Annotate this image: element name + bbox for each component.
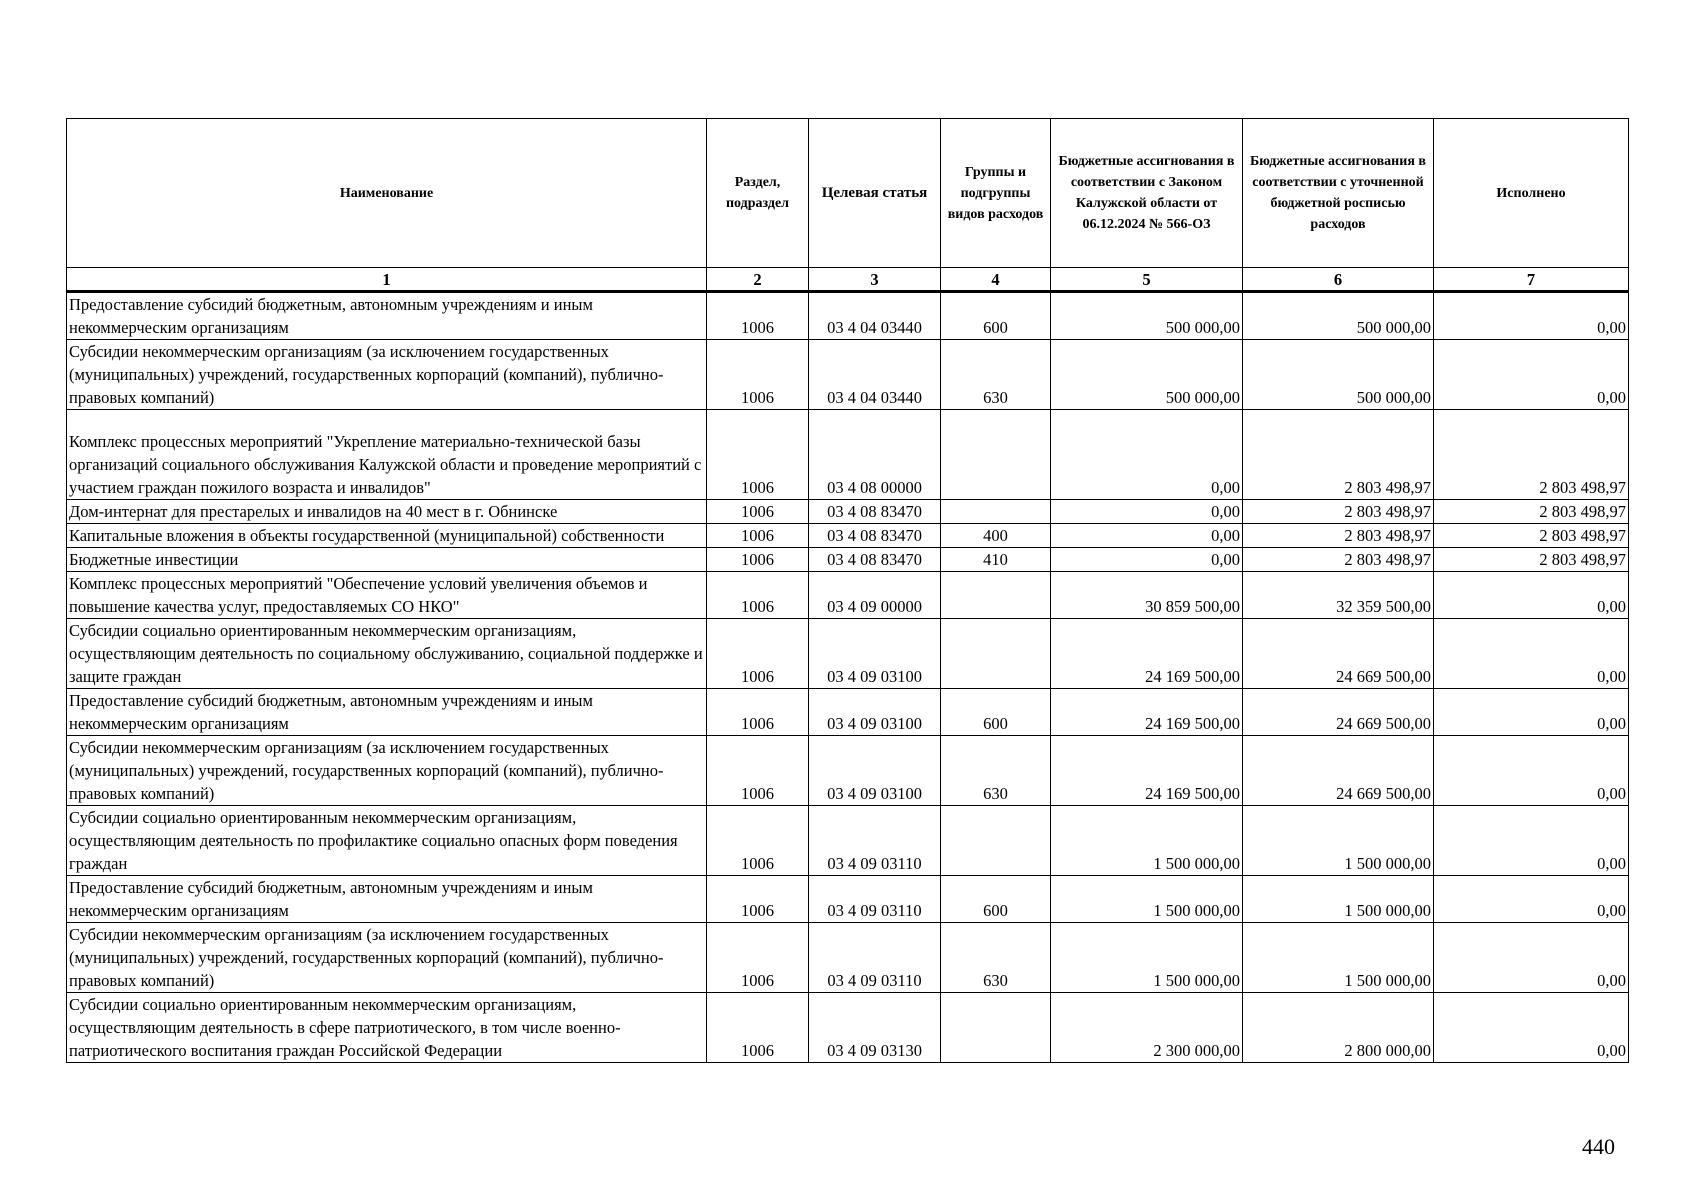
row-section: 1006 bbox=[707, 500, 809, 524]
row-expense-group: 630 bbox=[941, 340, 1051, 410]
row-target-article: 03 4 09 03100 bbox=[809, 689, 941, 736]
row-executed-amount: 0,00 bbox=[1434, 806, 1629, 876]
row-name: Субсидии социально ориентированным некоммерческим организациям, осуществляющим деятельность по профилактике социально опасных форм поведения граждан bbox=[67, 806, 707, 876]
header-executed: Исполнено bbox=[1434, 119, 1629, 268]
table-row bbox=[67, 524, 1629, 548]
column-number: 6 bbox=[1243, 268, 1434, 292]
row-refined-amount: 32 359 500,00 bbox=[1243, 572, 1434, 619]
row-section: 1006 bbox=[707, 806, 809, 876]
header-row bbox=[67, 119, 1629, 268]
row-executed-amount: 0,00 bbox=[1434, 689, 1629, 736]
header-target-article: Целевая статья bbox=[809, 119, 941, 268]
column-numbers-row bbox=[67, 268, 1629, 292]
row-executed-amount: 0,00 bbox=[1434, 572, 1629, 619]
table-row bbox=[67, 876, 1629, 923]
row-law-amount: 24 169 500,00 bbox=[1051, 619, 1243, 689]
row-refined-amount: 2 803 498,97 bbox=[1243, 548, 1434, 572]
row-section: 1006 bbox=[707, 548, 809, 572]
row-target-article: 03 4 04 03440 bbox=[809, 292, 941, 340]
column-number: 7 bbox=[1434, 268, 1629, 292]
table-row bbox=[67, 548, 1629, 572]
row-refined-amount: 24 669 500,00 bbox=[1243, 689, 1434, 736]
row-refined-amount: 2 800 000,00 bbox=[1243, 993, 1434, 1063]
row-law-amount: 1 500 000,00 bbox=[1051, 806, 1243, 876]
row-name: Предоставление субсидий бюджетным, автономным учреждениям и иным некоммерческим организациям bbox=[67, 292, 707, 340]
row-executed-amount: 0,00 bbox=[1434, 736, 1629, 806]
table-row bbox=[67, 572, 1629, 619]
row-law-amount: 0,00 bbox=[1051, 524, 1243, 548]
page-number: 440 bbox=[1582, 1134, 1615, 1159]
table-row bbox=[67, 619, 1629, 689]
column-number: 1 bbox=[67, 268, 707, 292]
row-law-amount: 2 300 000,00 bbox=[1051, 993, 1243, 1063]
table-row bbox=[67, 340, 1629, 410]
header-expense-groups: Группы и подгруппы видов расходов bbox=[941, 119, 1051, 268]
row-law-amount: 500 000,00 bbox=[1051, 340, 1243, 410]
row-section: 1006 bbox=[707, 736, 809, 806]
row-refined-amount: 1 500 000,00 bbox=[1243, 923, 1434, 993]
row-name: Субсидии некоммерческим организациям (за исключением государственных (муниципальных) учреждений, государственных корпораций (компаний), публично-правовых компаний) bbox=[67, 340, 707, 410]
row-target-article: 03 4 09 03110 bbox=[809, 923, 941, 993]
row-refined-amount: 2 803 498,97 bbox=[1243, 500, 1434, 524]
row-refined-amount: 2 803 498,97 bbox=[1243, 410, 1434, 500]
row-law-amount: 1 500 000,00 bbox=[1051, 876, 1243, 923]
table-row bbox=[67, 500, 1629, 524]
row-name: Бюджетные инвестиции bbox=[67, 548, 707, 572]
row-name: Субсидии социально ориентированным некоммерческим организациям, осуществляющим деятельность по социальному обслуживанию, социальной поддержке и защите граждан bbox=[67, 619, 707, 689]
header-law-allocations: Бюджетные ассигнования в соответствии с Законом Калужской области от 06.12.2024 № 566-ОЗ bbox=[1051, 119, 1243, 268]
row-section: 1006 bbox=[707, 524, 809, 548]
row-executed-amount: 0,00 bbox=[1434, 993, 1629, 1063]
row-section: 1006 bbox=[707, 993, 809, 1063]
column-number: 2 bbox=[707, 268, 809, 292]
row-refined-amount: 2 803 498,97 bbox=[1243, 524, 1434, 548]
row-expense-group bbox=[941, 500, 1051, 524]
row-law-amount: 30 859 500,00 bbox=[1051, 572, 1243, 619]
row-expense-group: 600 bbox=[941, 689, 1051, 736]
row-section: 1006 bbox=[707, 876, 809, 923]
row-name: Субсидии некоммерческим организациям (за исключением государственных (муниципальных) учреждений, государственных корпораций (компаний), публично-правовых компаний) bbox=[67, 736, 707, 806]
row-target-article: 03 4 09 00000 bbox=[809, 572, 941, 619]
row-law-amount: 0,00 bbox=[1051, 500, 1243, 524]
row-expense-group bbox=[941, 806, 1051, 876]
row-refined-amount: 500 000,00 bbox=[1243, 292, 1434, 340]
row-expense-group bbox=[941, 993, 1051, 1063]
row-target-article: 03 4 09 03110 bbox=[809, 876, 941, 923]
row-executed-amount: 0,00 bbox=[1434, 292, 1629, 340]
row-refined-amount: 24 669 500,00 bbox=[1243, 736, 1434, 806]
row-law-amount: 24 169 500,00 bbox=[1051, 736, 1243, 806]
row-executed-amount: 2 803 498,97 bbox=[1434, 500, 1629, 524]
row-name: Субсидии социально ориентированным некоммерческим организациям, осуществляющим деятельность в сфере патриотического, в том числе военно-патриотического воспитания граждан Российской Федерации bbox=[67, 993, 707, 1063]
row-expense-group bbox=[941, 572, 1051, 619]
row-name: Комплекс процессных мероприятий "Укрепление материально-технической базы организаций социального обслуживания Калужской области и проведение мероприятий с участием граждан пожилого возраста и инвалидов" bbox=[67, 410, 707, 500]
row-executed-amount: 0,00 bbox=[1434, 619, 1629, 689]
row-name: Комплекс процессных мероприятий "Обеспечение условий увеличения объемов и повышение качества услуг, предоставляемых СО НКО" bbox=[67, 572, 707, 619]
row-refined-amount: 500 000,00 bbox=[1243, 340, 1434, 410]
row-name: Предоставление субсидий бюджетным, автономным учреждениям и иным некоммерческим организациям bbox=[67, 876, 707, 923]
row-target-article: 03 4 08 83470 bbox=[809, 524, 941, 548]
row-executed-amount: 2 803 498,97 bbox=[1434, 524, 1629, 548]
header-section: Раздел, подраздел bbox=[707, 119, 809, 268]
row-target-article: 03 4 09 03110 bbox=[809, 806, 941, 876]
row-expense-group bbox=[941, 619, 1051, 689]
table-row bbox=[67, 292, 1629, 340]
row-section: 1006 bbox=[707, 292, 809, 340]
budget-table bbox=[66, 118, 1629, 1063]
header-refined-allocations: Бюджетные ассигнования в соответствии с уточненной бюджетной росписью расходов bbox=[1243, 119, 1434, 268]
row-executed-amount: 0,00 bbox=[1434, 340, 1629, 410]
row-executed-amount: 0,00 bbox=[1434, 923, 1629, 993]
row-target-article: 03 4 08 83470 bbox=[809, 500, 941, 524]
table-row bbox=[67, 410, 1629, 500]
table-row bbox=[67, 689, 1629, 736]
table-row bbox=[67, 806, 1629, 876]
row-target-article: 03 4 08 83470 bbox=[809, 548, 941, 572]
table-row bbox=[67, 993, 1629, 1063]
row-law-amount: 24 169 500,00 bbox=[1051, 689, 1243, 736]
row-law-amount: 0,00 bbox=[1051, 548, 1243, 572]
row-name: Предоставление субсидий бюджетным, автономным учреждениям и иным некоммерческим организациям bbox=[67, 689, 707, 736]
table-row bbox=[67, 736, 1629, 806]
column-number: 4 bbox=[941, 268, 1051, 292]
row-section: 1006 bbox=[707, 340, 809, 410]
row-executed-amount: 2 803 498,97 bbox=[1434, 548, 1629, 572]
row-section: 1006 bbox=[707, 572, 809, 619]
row-executed-amount: 2 803 498,97 bbox=[1434, 410, 1629, 500]
row-refined-amount: 1 500 000,00 bbox=[1243, 876, 1434, 923]
row-law-amount: 0,00 bbox=[1051, 410, 1243, 500]
row-refined-amount: 1 500 000,00 bbox=[1243, 806, 1434, 876]
row-law-amount: 1 500 000,00 bbox=[1051, 923, 1243, 993]
row-name: Дом-интернат для престарелых и инвалидов на 40 мест в г. Обнинске bbox=[67, 500, 707, 524]
row-name: Капитальные вложения в объекты государственной (муниципальной) собственности bbox=[67, 524, 707, 548]
table-row bbox=[67, 923, 1629, 993]
row-section: 1006 bbox=[707, 619, 809, 689]
row-expense-group: 410 bbox=[941, 548, 1051, 572]
row-target-article: 03 4 08 00000 bbox=[809, 410, 941, 500]
row-expense-group: 600 bbox=[941, 292, 1051, 340]
row-expense-group: 630 bbox=[941, 923, 1051, 993]
row-target-article: 03 4 04 03440 bbox=[809, 340, 941, 410]
row-target-article: 03 4 09 03130 bbox=[809, 993, 941, 1063]
row-refined-amount: 24 669 500,00 bbox=[1243, 619, 1434, 689]
row-expense-group bbox=[941, 410, 1051, 500]
row-section: 1006 bbox=[707, 410, 809, 500]
column-number: 5 bbox=[1051, 268, 1243, 292]
row-expense-group: 630 bbox=[941, 736, 1051, 806]
row-name: Субсидии некоммерческим организациям (за исключением государственных (муниципальных) учреждений, государственных корпораций (компаний), публично-правовых компаний) bbox=[67, 923, 707, 993]
row-executed-amount: 0,00 bbox=[1434, 876, 1629, 923]
column-number: 3 bbox=[809, 268, 941, 292]
row-expense-group: 600 bbox=[941, 876, 1051, 923]
row-section: 1006 bbox=[707, 689, 809, 736]
row-target-article: 03 4 09 03100 bbox=[809, 619, 941, 689]
row-law-amount: 500 000,00 bbox=[1051, 292, 1243, 340]
row-target-article: 03 4 09 03100 bbox=[809, 736, 941, 806]
row-section: 1006 bbox=[707, 923, 809, 993]
row-expense-group: 400 bbox=[941, 524, 1051, 548]
header-name: Наименование bbox=[67, 119, 707, 268]
